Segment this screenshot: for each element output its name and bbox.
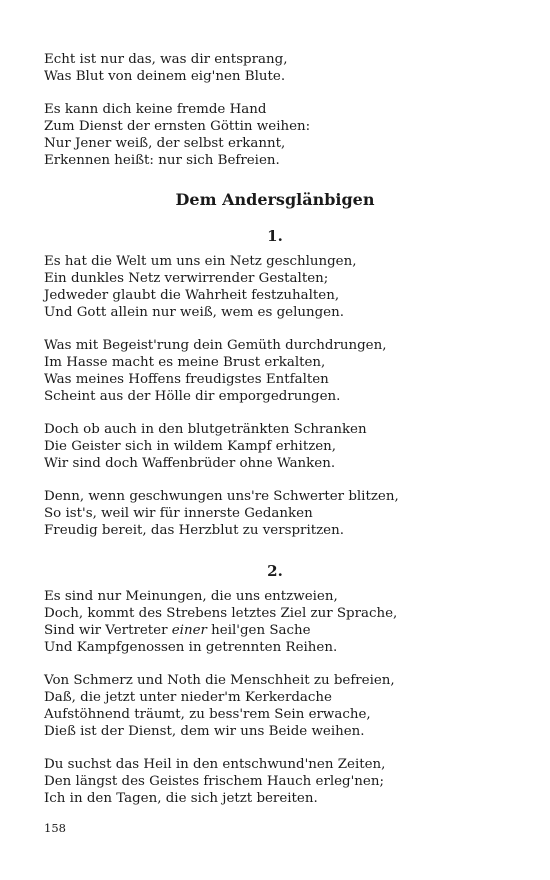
page-number: 158: [44, 821, 66, 835]
part2-stanza-2: [44, 672, 514, 740]
verse-line: Es sind nur Meinungen, die uns entzweien,: [44, 589, 338, 604]
verse-line: Und Kampfgenossen in getrennten Reihen.: [44, 640, 338, 655]
verse-line: Und Gott allein nur weiß, wem es gelungen.: [44, 305, 344, 320]
intro-stanza-1: [44, 51, 514, 85]
verse-line: Erkennen heißt: nur sich Befreien.: [44, 153, 280, 168]
verse-line: Doch, kommt des Strebens letztes Ziel zur Sprache,: [44, 606, 398, 621]
verse-line: Ein dunkles Netz verwirrender Gestalten;: [44, 271, 329, 286]
verse-line: Von Schmerz und Noth die Menschheit zu befreien,: [44, 673, 395, 688]
emphasized-word: einer: [171, 623, 207, 638]
verse-line: Was meines Hoffens freudigstes Entfalten: [44, 372, 329, 387]
part1-stanza-2: [44, 337, 514, 405]
verse-line: Ich in den Tagen, die sich jetzt bereiten.: [44, 791, 318, 806]
verse-line: Daß, die jetzt unter nieder'm Kerkerdache: [44, 690, 332, 705]
verse-line: Wir sind doch Waffenbrüder ohne Wanken.: [44, 456, 336, 471]
verse-line-with-emphasis: [44, 622, 514, 639]
verse-line: Es kann dich keine fremde Hand: [44, 102, 267, 117]
verse-line: Scheint aus der Hölle dir emporgedrungen.: [44, 389, 341, 404]
verse-line: Freudig bereit, das Herzblut zu verspritzen.: [44, 523, 344, 538]
verse-line: Denn, wenn geschwungen uns're Schwerter blitzen,: [44, 489, 399, 504]
verse-line: Es hat die Welt um uns ein Netz geschlungen,: [44, 254, 357, 269]
verse-line: Den längst des Geistes frischem Hauch erleg'nen;: [44, 774, 384, 789]
verse-line: Was mit Begeist'rung dein Gemüth durchdrungen,: [44, 338, 387, 353]
verse-line: Doch ob auch in den blutgetränkten Schranken: [44, 422, 367, 437]
verse-line: Die Geister sich in wildem Kampf erhitzen,: [44, 439, 337, 454]
verse-line: Nur Jener weiß, der selbst erkannt,: [44, 136, 286, 151]
verse-text: heil'gen Sache: [206, 623, 311, 638]
verse-line: Echt ist nur das, was dir entsprang,: [44, 52, 288, 67]
verse-line: Im Hasse macht es meine Brust erkalten,: [44, 355, 326, 370]
verse-line: Dieß ist der Dienst, dem wir uns Beide weihen.: [44, 724, 365, 739]
poem-title: Dem Andersglänbigen: [175, 190, 375, 209]
verse-line: So ist's, weil wir für innerste Gedanken: [44, 506, 313, 521]
part1-stanza-1: [44, 253, 514, 321]
part1-stanza-4: [44, 488, 514, 539]
part-numeral-2: 2.: [267, 562, 283, 580]
intro-stanza-2: [44, 101, 514, 169]
part2-stanza-1: [44, 588, 514, 656]
verse-line: Zum Dienst der ernsten Göttin weihen:: [44, 119, 311, 134]
verse-line: Aufstöhnend träumt, zu bess'rem Sein erwache,: [44, 707, 371, 722]
verse-line: Jedweder glaubt die Wahrheit festzuhalten,: [44, 288, 340, 303]
verse-text: Sind wir Vertreter: [44, 623, 172, 638]
part-numeral-1: 1.: [267, 227, 283, 245]
part1-stanza-3: [44, 421, 514, 472]
verse-line: Du suchst das Heil in den entschwund'nen Zeiten,: [44, 757, 386, 772]
part2-stanza-3: [44, 756, 514, 807]
verse-line: Was Blut von deinem eig'nen Blute.: [44, 69, 286, 84]
